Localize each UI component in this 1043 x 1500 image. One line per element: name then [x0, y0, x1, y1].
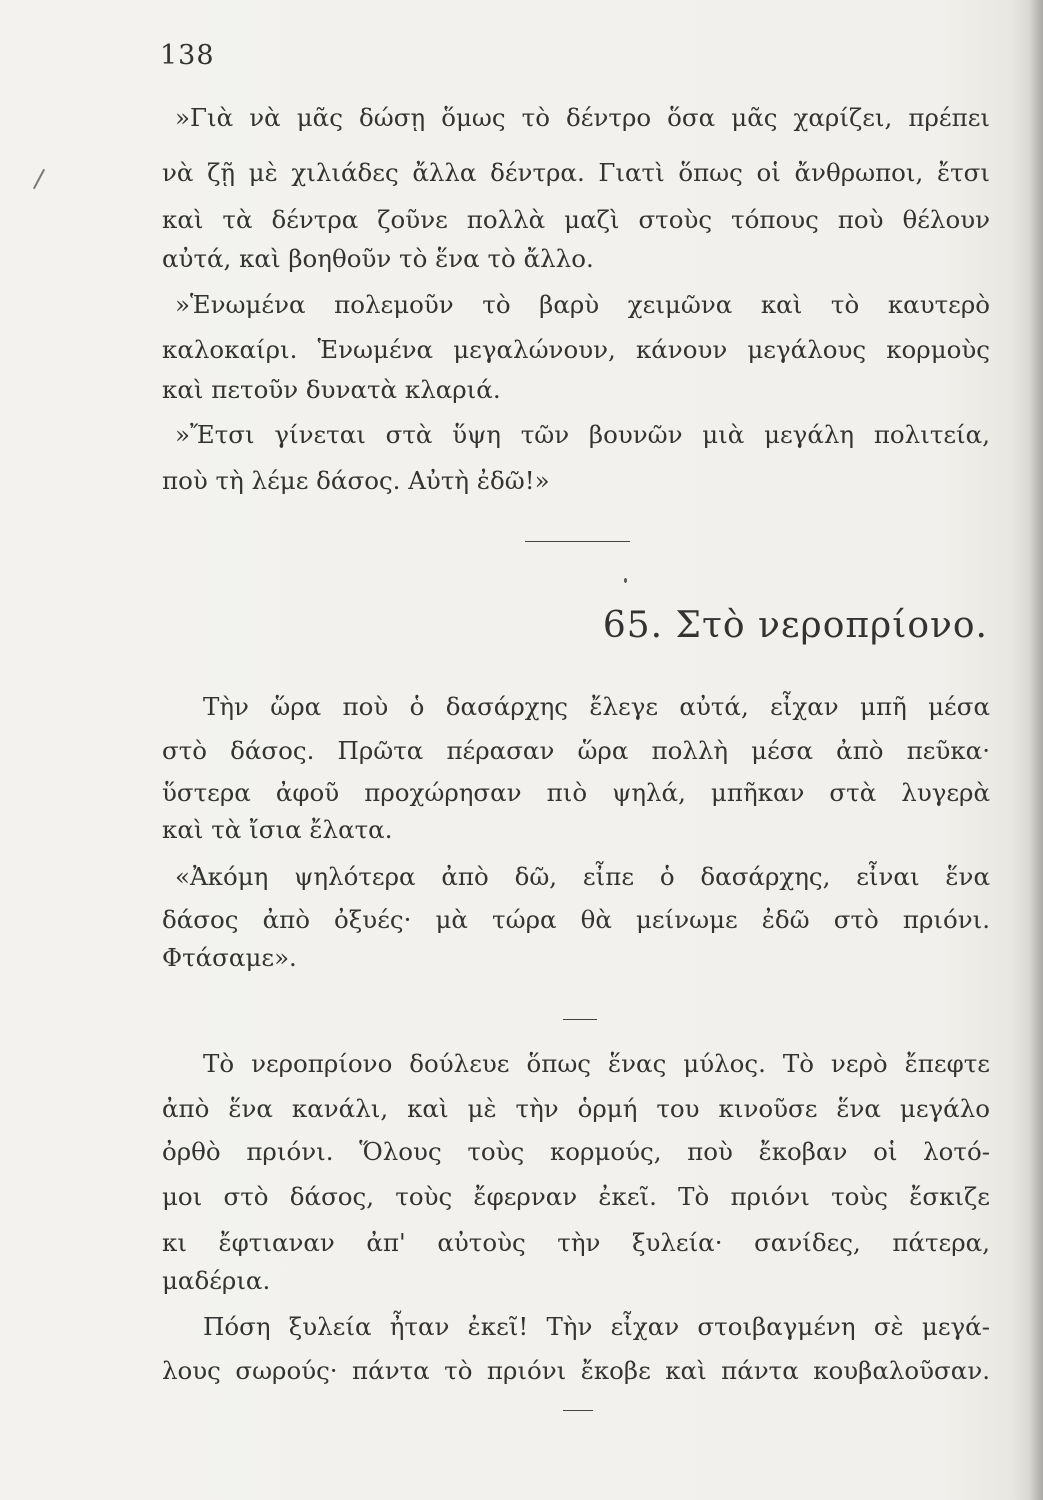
text-line: ὕστερα ἀφοῦ προχώρησαν πιὸ ψηλά, μπῆκαν στὰ λυγερὰ	[162, 778, 990, 807]
text-line: Τὸ νεροπρίονο δούλευε ὅπως ἕνας μύλος. Τὸ νερὸ ἔπεφτε	[203, 1049, 990, 1078]
text-line: αὐτά, καὶ βοηθοῦν τὸ ἕνα τὸ ἄλλο.	[162, 244, 594, 273]
text-line: »Ἔτσι γίνεται στὰ ὕψη τῶν βουνῶν μιὰ μεγάλη πολιτεία,	[175, 420, 990, 449]
text-line: Φτάσαμε».	[162, 943, 297, 972]
text-line: στὸ δάσος. Πρῶτα πέρασαν ὥρα πολλὴ μέσα ἀπὸ πεῦκα·	[162, 736, 990, 765]
text-line: Πόση ξυλεία ἦταν ἐκεῖ! Τὴν εἶχαν στοιβαγμένη σὲ μεγά-	[203, 1312, 990, 1341]
text-line: μοι στὸ δάσος, τοὺς ἔφερναν ἐκεῖ. Τὸ πριόνι τοὺς ἔσκιζε	[162, 1182, 990, 1211]
page-number: 138	[160, 40, 215, 71]
text-line: καὶ τὰ δέντρα ζοῦνε πολλὰ μαζὶ στοὺς τόπους ποὺ θέλουν	[162, 205, 990, 234]
chapter-heading: 65. Στὸ νεροπρίονο.	[602, 605, 988, 646]
text-line: καλοκαίρι. Ἑνωμένα μεγαλώνουν, κάνουν μεγάλους κορμοὺς	[162, 335, 990, 364]
print-speck	[624, 578, 627, 583]
bottom-divider	[563, 1410, 593, 1411]
section-divider	[525, 541, 630, 542]
text-line: Τὴν ὥρα ποὺ ὁ δασάρχης ἔλεγε αὐτά, εἶχαν μπῆ μέσα	[203, 692, 990, 721]
page-edge-shadow	[1029, 0, 1043, 1500]
text-line: λους σωρούς· πάντα τὸ πριόνι ἔκοβε καὶ πάντα κουβαλοῦσαν.	[162, 1356, 990, 1385]
text-line: ποὺ τὴ λέμε δάσος. Αὐτὴ ἐδῶ!»	[162, 466, 550, 495]
text-line: «Ἀκόμη ψηλότερα ἀπὸ δῶ, εἶπε ὁ δασάρχης, εἶναι ἕνα	[175, 862, 990, 891]
text-line: »Ἑνωμένα πολεμοῦν τὸ βαρὺ χειμῶνα καὶ τὸ καυτερὸ	[175, 290, 990, 319]
text-line: δάσος ἀπὸ ὀξυές· μὰ τώρα θὰ μείνωμε ἐδῶ στὸ πριόνι.	[162, 905, 990, 934]
text-line: μαδέρια.	[162, 1266, 271, 1295]
text-line: ἀπὸ ἕνα κανάλι, καὶ μὲ τὴν ὁρμή του κινοῦσε ἕνα μεγάλο	[162, 1094, 990, 1123]
text-line: καὶ τὰ ἴσια ἔλατα.	[162, 815, 393, 844]
margin-pencil-mark	[33, 169, 45, 189]
text-line: κι ἔφτιαναν ἀπ' αὐτοὺς τὴν ξυλεία· σανίδες, πάτερα,	[162, 1228, 990, 1257]
text-line: νὰ ζῇ μὲ χιλιάδες ἄλλα δέντρα. Γιατὶ ὅπως οἱ ἄνθρωποι, ἔτσι	[162, 158, 990, 187]
text-line: ὀρθὸ πριόνι. Ὅλους τοὺς κορμούς, ποὺ ἔκοβαν οἱ λοτό-	[162, 1137, 990, 1166]
text-line: »Γιὰ νὰ μᾶς δώσῃ ὅμως τὸ δέντρο ὅσα μᾶς χαρίζει, πρέπει	[175, 103, 990, 132]
short-divider	[563, 1019, 597, 1020]
text-line: καὶ πετοῦν δυνατὰ κλαριά.	[162, 375, 501, 404]
